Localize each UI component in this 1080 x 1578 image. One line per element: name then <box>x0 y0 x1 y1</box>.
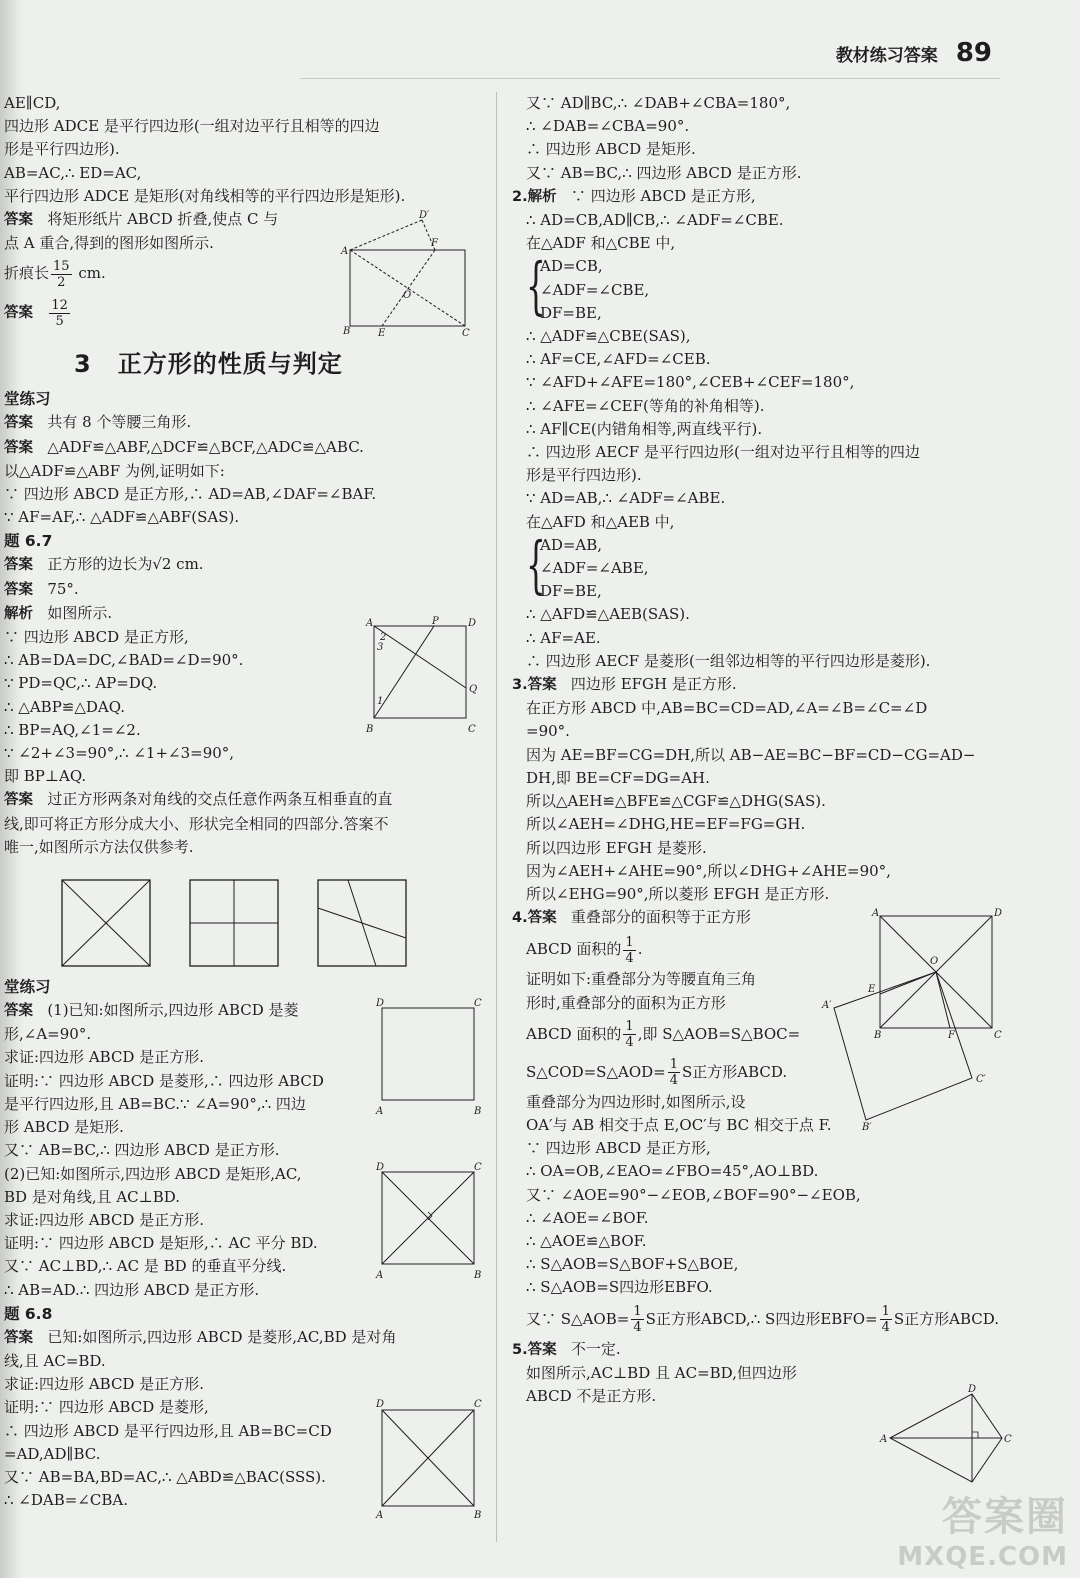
text-line <box>0 1279 490 1302</box>
answer-text: 又∵ AB=BC,∴ 四边形 ABCD 是正方形. <box>4 1141 280 1160</box>
text-line: 又∵ AD∥BC,∴ ∠DAB+∠CBA=180°, <box>526 94 791 112</box>
answer-text: (1)已知:如图所示,四边形 ABCD 是菱 <box>47 1001 299 1020</box>
kite-figure <box>870 1384 1010 1484</box>
answer-text: ∵ 四边形 ABCD 是正方形,∴ AD=AB,∠DAF=∠BAF. <box>4 485 377 504</box>
text-line <box>0 742 490 765</box>
text-line: ∴ △AFD≌△AEB(SAS). <box>526 605 690 624</box>
text-line: 重叠部分为四边形时,如图所示,设 <box>526 1092 746 1111</box>
answer-text: 求证:四边形 ABCD 是正方形. <box>4 1210 204 1229</box>
text-line <box>0 813 490 836</box>
fraction <box>623 935 635 966</box>
text-line: ∴ ∠AOE=∠BOF. <box>526 1208 649 1227</box>
answer-text: △ADF≌△ABF,△DCF≌△BCF,△ADC≌△ABC. <box>47 437 364 456</box>
text: S正方形ABCD. <box>682 1062 788 1081</box>
question-tag: 5.答案 <box>512 1341 557 1358</box>
answer-text: 是平行四边形,且 AB=BC.∵ ∠A=90°,∴ 四边 <box>4 1094 306 1113</box>
text: ∵ 四边形 ABCD 是正方形, <box>570 186 756 205</box>
question-tag: 2.解析 <box>512 188 557 205</box>
answer-text: 即 BP⊥AQ. <box>4 767 87 786</box>
watermark-url: MXQE.COM <box>897 1542 1068 1572</box>
text-line: 所以∠EHG=90°,所以菱形 EFGH 是正方形. <box>526 884 830 903</box>
text-line: DH,即 BE=CF=DG=AH. <box>526 768 710 787</box>
text-line: DF=BE, <box>540 582 602 601</box>
fraction <box>668 1057 680 1088</box>
svg-text:1: 1 <box>377 696 384 707</box>
fold-rectangle-figure <box>340 210 480 340</box>
answer-text: ∵ 四边形 ABCD 是正方形, <box>4 628 189 647</box>
svg-text:A′: A′ <box>822 1000 832 1011</box>
svg-text:A: A <box>872 908 880 919</box>
answer-text: ∴ 四边形 ABCD 是平行四边形,且 AB=BC=CD <box>4 1421 332 1440</box>
text-line <box>0 1373 490 1396</box>
svg-text:C: C <box>994 1030 1002 1041</box>
svg-text:P: P <box>432 616 439 627</box>
answer-text: ∴ AB=DA=DC,∠BAD=∠D=90°. <box>4 651 244 670</box>
text: S△COD=S△AOD= <box>526 1062 666 1081</box>
fraction-numerator: 12 <box>51 297 68 313</box>
answer-tag: 答案 <box>4 1003 33 1020</box>
text-line: 平行四边形 ADCE 是矩形(对角线相等的平行四边形是矩形). <box>4 186 406 205</box>
text-line: 所以△AEH≌△BFE≌△CGF≌△DHG(SAS). <box>526 792 826 811</box>
answer-tag: 答案 <box>4 305 33 322</box>
watermark <box>897 1485 1068 1572</box>
svg-text:C: C <box>468 724 476 735</box>
answer-text: 又∵ AC⊥BD,∴ AC 是 BD 的垂直平分线. <box>4 1257 287 1276</box>
text-line: ∴ △ADF≌△CBE(SAS), <box>526 327 691 346</box>
subsection-heading: 题 6.7 <box>4 532 53 551</box>
text-line: ∴ ∠DAB=∠CBA=90°. <box>526 117 690 136</box>
svg-text:D: D <box>994 908 1003 919</box>
answer-tag: 解析 <box>4 605 33 622</box>
svg-text:D: D <box>468 618 477 629</box>
text-line: ∴ AF∥CE(内错角相等,两直线平行). <box>526 419 763 438</box>
answer-tag: 答案 <box>4 581 33 598</box>
text-line <box>0 836 490 859</box>
answer-text: BD 是对角线,且 AC⊥BD. <box>4 1187 181 1206</box>
text-line: ∴ ∠AFE=∠CEF(等角的补角相等). <box>526 396 765 415</box>
svg-text:O: O <box>930 956 939 967</box>
header-title: 教材练习答案 <box>835 46 938 66</box>
text-line: AB=AC,∴ ED=AC, <box>4 163 142 182</box>
text: . <box>637 940 643 959</box>
question-2-block <box>512 325 1012 534</box>
svg-text:B: B <box>343 326 351 337</box>
svg-text:A: A <box>376 1106 384 1117</box>
svg-text:C: C <box>474 1399 482 1410</box>
text: ,即 S△AOB=S△BOC= <box>637 1024 801 1043</box>
answer-line <box>0 553 490 577</box>
answer-line <box>0 1326 490 1350</box>
svg-text:A: A <box>341 246 349 257</box>
svg-text:B: B <box>474 1106 482 1117</box>
answer-text: ∴ BP=AQ,∠1=∠2. <box>4 720 141 739</box>
answer-text: 75°. <box>47 579 79 598</box>
text-line: 在△ADF 和△CBE 中, <box>526 234 676 253</box>
answer-text: ∵ PD=QC,∴ AP=DQ. <box>4 674 158 693</box>
text-line: 形是平行四边形). <box>4 140 120 159</box>
svg-text:A: A <box>376 1270 384 1281</box>
svg-text:F: F <box>431 238 438 249</box>
answer-line <box>0 411 490 435</box>
square-partitions-figure <box>60 878 420 970</box>
text-line: 所以四边形 EFGH 是菱形. <box>526 838 707 857</box>
text-line: 在△AFD 和△AEB 中, <box>526 512 675 531</box>
question-tag: 4.答案 <box>512 910 557 927</box>
fraction-numerator: 1 <box>625 934 634 950</box>
answer-text: 共有 8 个等腰三角形. <box>47 413 192 432</box>
question-tag: 3.答案 <box>512 677 557 694</box>
answer-text: 形,∠A=90°. <box>4 1025 92 1044</box>
text: 又∵ S△AOB= <box>526 1309 630 1328</box>
answer-text: 求证:四边形 ABCD 是正方形. <box>4 1048 204 1067</box>
text-line: ∴ OA=OB,∠EAO=∠FBO=45°,AO⊥BD. <box>526 1162 819 1181</box>
text: ABCD 面积的 <box>526 940 622 959</box>
question-2-block <box>512 209 1012 255</box>
answer-tag: 答案 <box>4 415 33 432</box>
text-line: 点 A 重合,得到的图形如图所示. <box>4 234 214 253</box>
rhombus-square-figure <box>372 1396 482 1522</box>
svg-text:B: B <box>874 1030 882 1041</box>
fraction <box>49 298 70 329</box>
svg-text:B′: B′ <box>862 1122 872 1133</box>
svg-text:C′: C′ <box>976 1074 986 1085</box>
answer-text: ∴ ∠DAB=∠CBA. <box>4 1491 128 1510</box>
answer-text: 正方形的边长为√2 cm. <box>47 555 204 574</box>
text-line <box>512 1300 1012 1338</box>
svg-text:D′: D′ <box>419 210 430 221</box>
overlapping-squares-figure <box>810 906 1010 1136</box>
square-figure-1 <box>372 996 482 1116</box>
text-line <box>0 1350 490 1373</box>
text-line: ∴ AD=CB,AD∥CB,∴ ∠ADF=∠CBE. <box>526 211 784 230</box>
text: 四边形 EFGH 是正方形. <box>570 675 737 694</box>
svg-text:A: A <box>376 1510 384 1521</box>
svg-text:O: O <box>403 290 412 301</box>
answer-text: 如图所示. <box>47 603 113 622</box>
unit: cm. <box>78 264 106 283</box>
answer-line <box>0 788 490 812</box>
answer-text: 又∵ AB=BA,BD=AC,∴ △ABD≌△BAC(SSS). <box>4 1467 326 1486</box>
answer-line <box>0 578 490 602</box>
text-line: ∵ AD=AB,∴ ∠ADF=∠ABE. <box>526 489 726 508</box>
answer-text: ∴ AB=AD.∴ 四边形 ABCD 是正方形. <box>4 1280 260 1299</box>
svg-text:B: B <box>474 1510 482 1521</box>
answer-text: ∵ ∠2+∠3=90°,∴ ∠1+∠3=90°, <box>4 744 235 763</box>
text-line: OA′与 AB 相交于点 E,OC′与 BC 相交于点 F. <box>526 1115 832 1134</box>
svg-text:2: 2 <box>380 632 387 643</box>
fraction-denominator: 4 <box>669 1073 678 1089</box>
fraction-denominator: 4 <box>633 1320 642 1336</box>
fraction-numerator: 1 <box>881 1304 890 1320</box>
text-line: ∠ADF=∠CBE, <box>540 280 650 299</box>
text-line: 又∵ ∠AOE=90°−∠EOB,∠BOF=90°−∠EOB, <box>526 1185 861 1204</box>
text-line: 证明如下:重叠部分为等腰直角三角 <box>526 970 757 989</box>
answer-text: 过正方形两条对角线的交点任意作两条互相垂直的直 <box>47 790 393 809</box>
page-header <box>836 38 992 68</box>
text-line: ∴ AF=AE. <box>526 628 601 647</box>
svg-text:B: B <box>366 724 374 735</box>
fraction <box>623 1019 635 1050</box>
text: 不一定. <box>570 1339 621 1358</box>
answer-text: 求证:四边形 ABCD 是正方形. <box>4 1375 204 1394</box>
watermark-logo-text: 答案圈 <box>942 1494 1068 1540</box>
text-line: 四边形 ADCE 是平行四边形(一组对边平行且相等的四边 <box>4 117 380 136</box>
svg-text:C: C <box>1004 1434 1012 1445</box>
answer-text: 形 ABCD 是矩形. <box>4 1118 124 1137</box>
question-2-first-line <box>512 185 1012 209</box>
svg-text:D: D <box>376 998 385 1009</box>
condition-brace-group <box>512 527 1012 604</box>
text-line: 如图所示,AC⊥BD 且 AC=BD,但四边形 <box>526 1363 797 1382</box>
question-3-block <box>512 697 1012 906</box>
text-line: =90°. <box>526 722 570 741</box>
svg-text:Q: Q <box>469 684 478 695</box>
text-line: ∴ AF=CE,∠AFD=∠CEB. <box>526 350 711 369</box>
answer-text: 唯一,如图所示方法仅供参考. <box>4 837 194 856</box>
fraction <box>51 259 72 290</box>
question-2-block <box>512 603 1012 673</box>
svg-text:A: A <box>880 1434 888 1445</box>
svg-text:C: C <box>474 998 482 1009</box>
brace-lines <box>540 534 649 604</box>
subsection-heading: 题 6.8 <box>4 1304 53 1323</box>
text-line <box>0 483 490 506</box>
fraction-denominator: 4 <box>625 1035 634 1051</box>
answer-text: 证明:∵ 四边形 ABCD 是菱形,∴ 四边形 ABCD <box>4 1071 324 1090</box>
svg-text:C: C <box>462 328 470 339</box>
svg-text:C: C <box>474 1162 482 1173</box>
text-line: 因为 AE=BF=CG=DH,所以 AB−AE=BC−BF=CD−CG=AD− <box>526 745 976 764</box>
subsection-heading: 堂练习 <box>4 390 51 409</box>
text-line: ∴ S△AOB=S四边形EBFO. <box>526 1278 713 1297</box>
answer-text: =AD,AD∥BC. <box>4 1444 101 1463</box>
condition-brace-group <box>512 249 1012 325</box>
text-line: 又∵ AB=BC,∴ 四边形 ABCD 是正方形. <box>526 163 802 182</box>
answer-tag: 答案 <box>4 212 33 229</box>
answer-text: 线,即可将正方形分成大小、形状完全相同的四部分.答案不 <box>4 814 389 833</box>
answer-text: 将矩形纸片 ABCD 折叠,使点 C 与 <box>47 210 279 229</box>
svg-text:3: 3 <box>377 642 384 653</box>
section-title <box>74 344 490 379</box>
text-line: ∵ 四边形 ABCD 是正方形, <box>526 1139 711 1158</box>
text-line <box>0 765 490 788</box>
text-line: AE∥CD, <box>4 94 61 112</box>
text-line: ABCD 不是正方形. <box>526 1386 657 1405</box>
text: S正方形ABCD,∴ S四边形EBFO= <box>645 1309 878 1328</box>
fraction-denominator: 4 <box>625 950 634 966</box>
answer-text: ∵ AF=AF,∴ △ADF≌△ABF(SAS). <box>4 508 240 527</box>
column-divider <box>496 92 497 1542</box>
text-line: AD=AB, <box>540 535 603 554</box>
text-line <box>0 1116 490 1139</box>
square-abpq-figure <box>366 618 486 738</box>
brace-icon: { <box>526 527 546 601</box>
answer-text: 证明:∵ 四边形 ABCD 是菱形, <box>4 1398 209 1417</box>
brace-lines <box>540 255 649 325</box>
answer-text: (2)已知:如图所示,四边形 ABCD 是矩形,AC, <box>4 1164 302 1183</box>
text-line: ∴ S△AOB=S△BOF+S△BOE, <box>526 1255 739 1274</box>
fraction <box>631 1304 643 1335</box>
fraction-numerator: 15 <box>53 258 70 274</box>
svg-text:B: B <box>474 1270 482 1281</box>
text-line: 在正方形 ABCD 中,AB=BC=CD=AD,∠A=∠B=∠C=∠D <box>526 699 928 718</box>
answer-tag: 答案 <box>4 1329 33 1346</box>
svg-text:E: E <box>378 328 386 339</box>
fraction-numerator: 1 <box>625 1019 634 1035</box>
section-number: 3 <box>74 350 92 379</box>
answer-text: 线,且 AC=BD. <box>4 1351 106 1370</box>
text: 重叠部分的面积等于正方形 <box>570 908 751 927</box>
text-line: 所以∠AEH=∠DHG,HE=EF=FG=GH. <box>526 815 806 834</box>
text-line: ∵ ∠AFD+∠AFE=180°,∠CEB+∠CEF=180°, <box>526 373 855 392</box>
question-5-first-line <box>512 1338 1012 1362</box>
svg-text:D: D <box>376 1162 385 1173</box>
fraction-numerator: 1 <box>633 1304 642 1320</box>
answer-tag: 答案 <box>4 557 33 574</box>
square-diagonals-figure <box>372 1160 482 1280</box>
text-line: AD=CB, <box>540 257 603 276</box>
text-line <box>0 460 490 483</box>
question-3-first-line <box>512 673 1012 697</box>
text-line: ∴ 四边形 AECF 是菱形(一组邻边相等的平行四边形是菱形). <box>526 651 931 670</box>
fraction-numerator: 1 <box>669 1057 678 1073</box>
text-line: 形是平行四边形). <box>526 466 642 485</box>
answer-text: ∴ △ABP≌△DAQ. <box>4 697 126 716</box>
subsection-body <box>0 411 490 529</box>
text-line: 形时,重叠部分的面积为正方形 <box>526 993 726 1012</box>
fraction-denominator: 5 <box>55 313 64 329</box>
svg-text:F: F <box>948 1030 955 1041</box>
fold-length-label: 折痕长 <box>4 264 50 283</box>
answer-tag: 答案 <box>4 439 33 456</box>
text: ABCD 面积的 <box>526 1024 622 1043</box>
text-line: 因为∠AEH+∠AHE=90°,所以∠DHG+∠AHE=90°, <box>526 861 891 880</box>
brace-icon: { <box>526 249 546 323</box>
text-line: ∠ADF=∠ABE, <box>540 559 649 578</box>
header-rule <box>300 78 1000 79</box>
svg-text:D: D <box>376 1399 385 1410</box>
text-line: ∴ △AOE≌△BOF. <box>526 1231 647 1250</box>
text-line <box>0 506 490 529</box>
subsection-heading: 堂练习 <box>4 978 51 997</box>
right-column <box>512 92 1012 1408</box>
answer-text: 以△ADF≌△ABF 为例,证明如下: <box>4 461 225 480</box>
answer-line <box>0 436 490 460</box>
text-line: DF=BE, <box>540 303 602 322</box>
answer-text: 已知:如图所示,四边形 ABCD 是菱形,AC,BD 是对角 <box>47 1327 397 1346</box>
fraction <box>880 1304 892 1335</box>
svg-text:E: E <box>868 984 876 995</box>
text-line: ∴ 四边形 AECF 是平行四边形(一组对边平行且相等的四边 <box>526 443 920 462</box>
answer-tag: 答案 <box>4 792 33 809</box>
answer-text: 证明:∵ 四边形 ABCD 是矩形,∴ AC 平分 BD. <box>4 1234 318 1253</box>
text-line: ∴ 四边形 ABCD 是矩形. <box>526 140 696 159</box>
svg-text:D: D <box>968 1384 977 1395</box>
fraction-denominator: 4 <box>881 1320 890 1336</box>
svg-text:A: A <box>366 618 374 629</box>
page-number: 89 <box>955 38 992 68</box>
section-name: 正方形的性质与判定 <box>117 350 343 379</box>
fraction-denominator: 2 <box>57 274 66 290</box>
text: S正方形ABCD. <box>893 1309 1000 1328</box>
